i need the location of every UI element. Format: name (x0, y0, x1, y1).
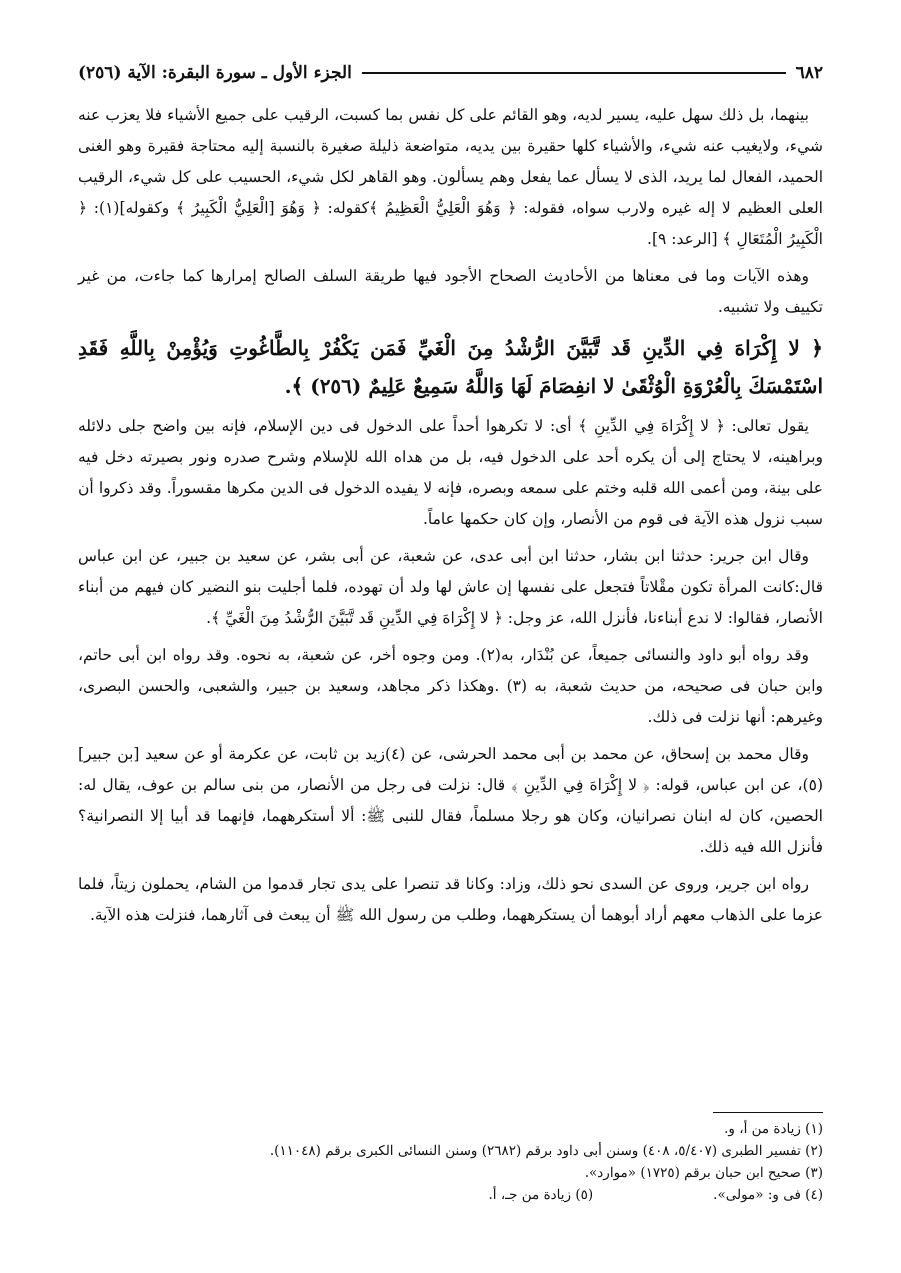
paragraph-5: وقد رواه أبو داود والنسائى جميعاً، عن بُنْدَار، به(٢). ومن وجوه أخر، عن شعبة، به نحوه. وقد رواه ابن أبى حاتم، وابن حبان فى صحيحه، من حديث شعبة، به (٣) .وهكذا ذكر مجاهد، وسعيد بن جبير، والشعبى، والحسن البصرى، وغيرهم: أنها نزلت فى ذلك. (78, 646, 824, 726)
footnote-1: (١) زيادة من أ، و. (724, 1121, 823, 1137)
header-title: الجزء الأول ـ سورة البقرة: الآية (٢٥٦) (78, 63, 352, 83)
header-rule (362, 72, 786, 74)
paragraph-7: رواه ابن جرير، وروى عن السدى نحو ذلك، وزاد: وكانا قد تنصرا على يدى تجار قدموا من الشام، يحملون زيتاً، فلما عزما على الذهاب معهم أراد أبوهما أن يستكرههما، وطلب من رسول الله ﷺ أن يبعث فى آثارهما، فنزلت هذه الآية. (78, 875, 823, 924)
main-text (78, 100, 823, 931)
footnote-separator (713, 1112, 823, 1113)
footnote-5: (٥) زيادة من جـ، أ. (488, 1187, 594, 1203)
footnote-2: (٢) تفسير الطبرى (٥/٤٠٧، ٤٠٨) وسنن أبى داود برقم (٢٦٨٢) وسنن النسائى الكبرى برقم (١١٠٤٨). (269, 1143, 823, 1159)
footnotes (78, 1118, 823, 1206)
paragraph-3: يقول تعالى: ﴿ لا إِكْرَاهَ فِي الدِّينِ ﴾ أى: لا تكرهوا أحداً على الدخول فى دين الإسلام، فإنه بين واضح جلى دلائله وبراهينه، لا يحتاج إلى أن يكره أحد على الدخول فيه، بل من هداه الله للإسلام وشرح صدره ونور بصيرته دخل فيه على بينة، ومن أعمى الله قلبه وختم على سمعه وبصره، فإنه لا يفيده الدخول فى الدين مكرها مقسوراً. وقد ذكروا أن سبب نزول هذه الآية فى قوم من الأنصار، وإن كان حكمها عاماً. (78, 417, 823, 528)
page-number: ٦٨٢ (795, 63, 823, 83)
footnote-3: (٣) صحيح ابن حبان برقم (١٧٢٥) «موارد». (584, 1165, 823, 1181)
paragraph-1: بينهما، بل ذلك سهل عليه، يسير لديه، وهو القائم على كل نفس بما كسبت، الرقيب على جميع الأشياء فلا يعزب عنه شيء، ولايغيب عنه شيء، والأشياء كلها حقيرة بين يديه، متواضعة ذليلة صغيرة بالنسبة إليه محتاجة فقيرة وهو الغنى الحميد، الفعال لما يريد، الذى لا يسأل عما يفعل وهم يسألون. وهو القاهر لكل شيء، الحسيب على كل شيء، الرقيب العلى العظيم لا إله غيره ولارب سواه، فقوله: ﴿ وَهُوَ الْعَلِيُّ الْعَظِيمُ ﴾كقوله: ﴿ وَهُوَ [الْعَلِيُّ الْكَبِيرُ ﴾ وكقوله](١): ﴿ الْكَبِيرُ الْمُتَعَالِ ﴾ [الرعد: ٩]. (78, 106, 823, 248)
paragraph-2: وهذه الآيات وما فى معناها من الأحاديث الصحاح الأجود فيها طريقة السلف الصالح إمرارها كما جاءت، من غير تكييف ولا تشبيه. (78, 267, 823, 316)
paragraph-4: وقال ابن جرير: حدثنا ابن بشار، حدثنا ابن أبى عدى، عن شعبة، عن أبى بشر، عن سعيد بن جبير، عن ابن عباس قال:كانت المرأة تكون مقْلاتاً فتجعل على نفسها إن عاش لها ولد أن تهوده، فلما أجليت بنو النضير كان فيهم من أبناء الأنصار، فقالوا: لا ندع أبناءنا، فأنزل الله، عز وجل: ﴿ لا إِكْرَاهَ فِي الدِّينِ قَد تَّبَيَّنَ الرُّشْدُ مِنَ الْغَيِّ ﴾. (78, 547, 823, 627)
paragraph-6: وقال محمد بن إسحاق، عن محمد بن أبى محمد الحرشى، عن (٤)زيد بن ثابت، عن عكرمة أو عن سعيد [بن جبير] (٥)، عن ابن عباس، قوله: ﴿ لا إِكْرَاهَ فِي الدِّينِ ﴾ قال: نزلت فى رجل من الأنصار، من بنى سالم بن عوف، يقال له: الحصين، كان له ابنان نصرانيان، وكان هو رجلا مسلماً، فقال للنبى ﷺ: ألا أستكرههما، فإنهما قد أبيا إلا النصرانية؟ فأنزل الله فيه ذلك. (78, 745, 823, 856)
footnote-4: (٤) فى و: «مولى». (713, 1187, 823, 1203)
footnote-row (78, 1184, 823, 1206)
page (78, 60, 823, 1210)
running-header (78, 60, 823, 86)
quran-verse: ﴿ لا إِكْرَاهَ فِي الدِّينِ قَد تَّبَيَّنَ الرُّشْدُ مِنَ الْغَيِّ فَمَن يَكْفُرْ بِالطَّاغُوتِ وَيُؤْمِنْ بِاللَّهِ فَقَدِ اسْتَمْسَكَ بِالْعُرْوَةِ الْوُثْقَىٰ لا انفِصَامَ لَهَا وَاللَّهُ سَمِيعٌ عَلِيمٌ (٢٥٦) ﴾. (78, 336, 823, 398)
